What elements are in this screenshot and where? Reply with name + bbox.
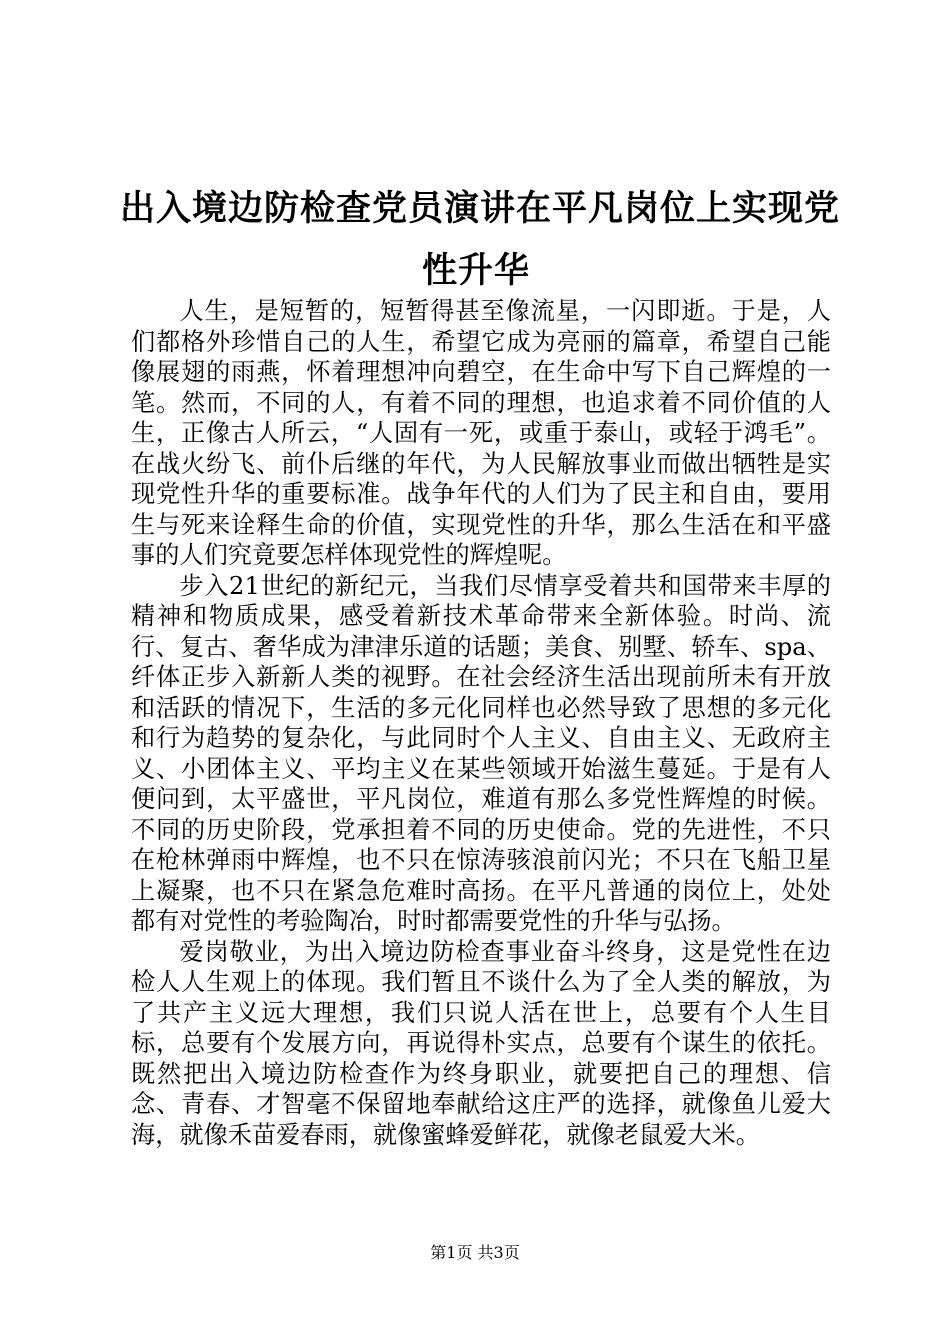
paragraph-1: 人生，是短暂的，短暂得甚至像流星，一闪即逝。于是，人们都格外珍惜自己的人生，希望它成为亮丽的篇章，希望自己能像展翅的雨燕，怀着理想冲向碧空，在生命中写下自己辉煌的一笔。然而，不同的人，有着不同的理想，也追求着不同价值的人生，正像古人所云，“人固有一死，或重于泰山，或轻于鸿毛”。在战火纷飞、前仆后继的年代，为人民解放事业而做出牺牲是实现党性升华的重要标准。战争年代的人们为了民主和自由，要用生与死来诠释生命的价值，实现党性的升华，那么生活在和平盛事的人们究竟要怎样体现党性的辉煌呢。 — [131, 297, 831, 569]
title-line-1: 出入境边防检查党员演讲在平凡岗位上实现党 — [120, 189, 841, 229]
document-title — [120, 178, 841, 302]
page-number-footer: 第1页 共3页 — [430, 1243, 520, 1262]
document-body — [131, 296, 831, 1150]
paragraph-3: 爱岗敬业，为出入境边防检查事业奋斗终身，这是党性在边检人人生观上的体现。我们暂且不谈什么为了全人类的解放，为了共产主义远大理想，我们只说人活在世上，总要有个人生目标，总要有个发展方向，再说得朴实点，总要有个谋生的依托。既然把出入境边防检查作为终身职业，就要把自己的理想、信念、青春、才智毫不保留地奉献给这庄严的选择，就像鱼儿爱大海，就像禾苗爱春雨，就像蜜蜂爱鲜花，就像老鼠爱大米。 — [131, 937, 831, 1149]
title-line-2: 性升华 — [421, 251, 530, 291]
paragraph-2: 步入21世纪的新纪元，当我们尽情享受着共和国带来丰厚的精神和物质成果，感受着新技术革命带来全新体验。时尚、流行、复古、奢华成为津津乐道的话题；美食、别墅、轿车、spa、纤体正步入新新人类的视野。在社会经济生活出现前所未有开放和活跃的情况下，生活的多元化同样也必然导致了思想的多元化和行为趋势的复杂化，与此同时个人主义、自由主义、无政府主义、小团体主义、平均主义在某些领域开始滋生蔓延。于是有人便问到，太平盛世，平凡岗位，难道有那么多党性辉煌的时候。不同的历史阶段，党承担着不同的历史使命。党的先进性，不只在枪林弹雨中辉煌，也不只在惊涛骇浪前闪光；不只在飞船卫星上凝聚，也不只在紧急危难时高扬。在平凡普通的岗位上，处处都有对党性的考验陶冶，时时都需要党性的升华与弘扬。 — [131, 571, 831, 935]
